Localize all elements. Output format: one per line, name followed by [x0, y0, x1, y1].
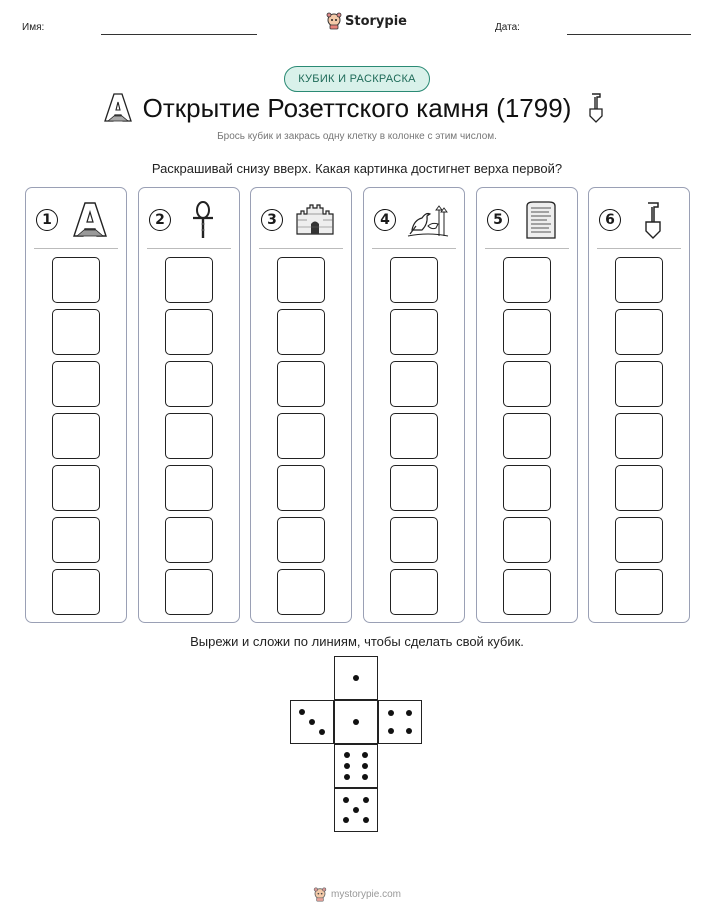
color-cell[interactable]	[52, 413, 100, 459]
color-cell[interactable]	[277, 309, 325, 355]
rosetta-stone-icon	[519, 200, 563, 240]
color-cell[interactable]	[277, 413, 325, 459]
color-cell[interactable]	[615, 309, 663, 355]
column-4	[363, 187, 465, 623]
ankh-icon	[181, 200, 225, 240]
color-cell[interactable]	[390, 361, 438, 407]
column-number: 3	[261, 209, 283, 231]
color-cell[interactable]	[52, 257, 100, 303]
storypie-mascot-icon	[313, 887, 327, 902]
color-cell[interactable]	[165, 257, 213, 303]
color-cell[interactable]	[615, 257, 663, 303]
dice-face-3	[290, 700, 334, 744]
color-cell[interactable]	[615, 413, 663, 459]
color-cell[interactable]	[615, 465, 663, 511]
color-cell[interactable]	[390, 257, 438, 303]
brand-name: Storypie	[345, 13, 407, 29]
color-cell[interactable]	[503, 309, 551, 355]
color-cell[interactable]	[52, 361, 100, 407]
page-title: Открытие Розеттского камня (1799)	[142, 93, 572, 123]
column-number: 5	[487, 209, 509, 231]
color-cell[interactable]	[165, 413, 213, 459]
column-2	[138, 187, 240, 623]
color-cell[interactable]	[277, 257, 325, 303]
color-cell[interactable]	[277, 517, 325, 563]
coloring-instruction: Раскрашивай снизу вверх. Какая картинка достигнет верха первой?	[151, 161, 563, 176]
color-cell[interactable]	[165, 361, 213, 407]
letter-a-icon	[68, 200, 112, 240]
dice-face-1	[334, 656, 378, 700]
dice-face-5	[334, 788, 378, 832]
color-cell[interactable]	[503, 361, 551, 407]
color-cell[interactable]	[390, 517, 438, 563]
name-label: Имя:	[22, 22, 45, 33]
color-cell[interactable]	[503, 517, 551, 563]
dice-face-1	[334, 700, 378, 744]
birds-papyrus-icon	[406, 200, 450, 240]
column-1	[25, 187, 127, 623]
brand-logo	[326, 12, 407, 30]
color-cell[interactable]	[277, 361, 325, 407]
page-subtitle: Брось кубик и закрась одну клетку в колонке с этим числом.	[217, 131, 497, 142]
column-number: 2	[149, 209, 171, 231]
color-cell[interactable]	[277, 465, 325, 511]
footer-url[interactable]: mystorypie.com	[330, 889, 401, 900]
date-line[interactable]	[567, 34, 691, 35]
column-number: 1	[36, 209, 58, 231]
color-cell[interactable]	[390, 413, 438, 459]
color-cell[interactable]	[503, 569, 551, 615]
column-6	[588, 187, 690, 623]
color-cell[interactable]	[390, 465, 438, 511]
color-cell[interactable]	[503, 465, 551, 511]
storypie-mascot-icon	[326, 12, 342, 30]
color-cell[interactable]	[165, 517, 213, 563]
color-cell[interactable]	[52, 569, 100, 615]
shovel-icon	[631, 200, 675, 240]
color-cell[interactable]	[390, 569, 438, 615]
activity-badge: КУБИК И РАСКРАСКА	[284, 66, 430, 92]
color-cell[interactable]	[165, 309, 213, 355]
color-cell[interactable]	[503, 413, 551, 459]
color-cell[interactable]	[277, 569, 325, 615]
color-cell[interactable]	[390, 309, 438, 355]
fortress-icon	[293, 200, 337, 240]
color-cell[interactable]	[165, 569, 213, 615]
footer	[0, 887, 714, 902]
dice-face-4	[378, 700, 422, 744]
color-cell[interactable]	[615, 361, 663, 407]
color-cell[interactable]	[615, 517, 663, 563]
column-number: 4	[374, 209, 396, 231]
cut-instruction: Вырежи и сложи по линиям, чтобы сделать свой кубик.	[190, 634, 524, 649]
color-cell[interactable]	[52, 309, 100, 355]
column-3	[250, 187, 352, 623]
color-cell[interactable]	[52, 465, 100, 511]
color-cell[interactable]	[52, 517, 100, 563]
column-5	[476, 187, 578, 623]
date-label: Дата:	[495, 22, 520, 33]
name-line[interactable]	[101, 34, 257, 35]
color-cell[interactable]	[615, 569, 663, 615]
shovel-icon	[586, 92, 606, 124]
column-number: 6	[599, 209, 621, 231]
dice-face-6	[334, 744, 378, 788]
color-cell[interactable]	[165, 465, 213, 511]
color-cell[interactable]	[503, 257, 551, 303]
